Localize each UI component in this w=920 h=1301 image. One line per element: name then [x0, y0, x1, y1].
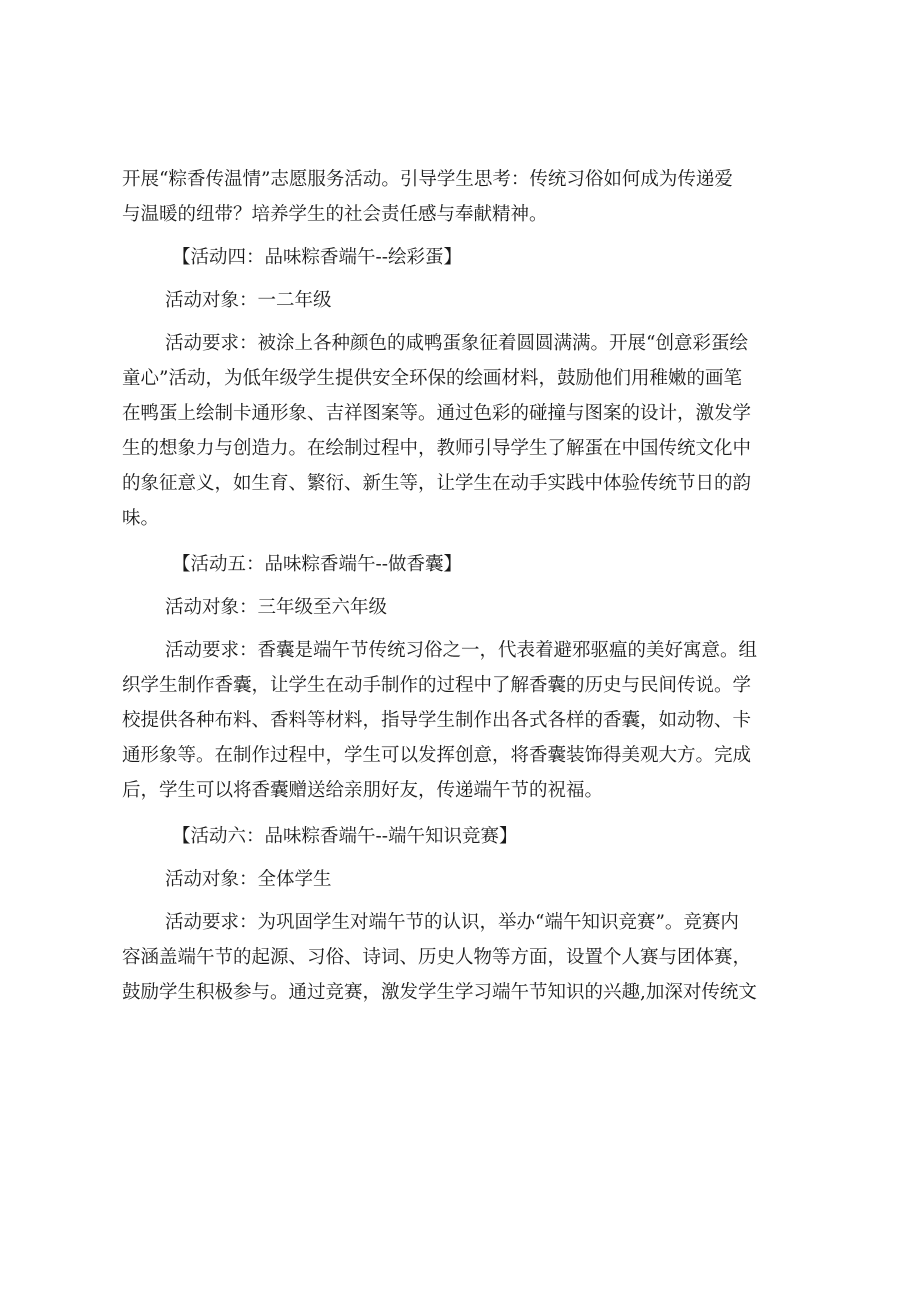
activity-5-target: 活动对象：三年级至六年级 — [165, 597, 388, 618]
activity-5-heading: 【活动五：品味粽香端午--做香囊】 — [172, 554, 463, 575]
activity-4-requirements — [122, 326, 808, 536]
text-line: 童心”活动，为低年级学生提供安全环保的绘画材料，鼓励他们用稚嫩的画笔 — [122, 368, 742, 389]
activity-4-target: 活动对象：一二年级 — [165, 290, 332, 311]
text-line: 后，学生可以将香囊赠送给亲朋好友，传递端午节的祝福。 — [122, 780, 604, 801]
text-line: 生的想象力与创造力。在绘制过程中，教师引导学生了解蛋在中国传统文化中 — [122, 438, 752, 459]
activity-5-requirements — [122, 633, 808, 808]
text-line: 通形象等。在制作过程中，学生可以发挥创意，将香囊装饰得美观大方。完成 — [122, 745, 752, 766]
text-line: 织学生制作香囊，让学生在动手制作的过程中了解香囊的历史与民间传说。学 — [122, 675, 752, 696]
text-line: 容涵盖端午节的起源、习俗、诗词、历史人物等方面，设置个人赛与团体赛， — [122, 947, 752, 968]
activity-6-requirements — [122, 905, 808, 1010]
text-line: 味。 — [122, 508, 160, 529]
activity-4-heading: 【活动四：品味粽香端午--绘彩蛋】 — [172, 247, 463, 268]
text-line: 活动要求：为巩固学生对端午节的认识，举办“端午知识竞赛”。竞赛内 — [165, 912, 739, 933]
text-line: 活动要求：香囊是端午节传统习俗之一，代表着避邪驱瘟的美好寓意。组 — [165, 640, 758, 661]
text-line: 在鸭蛋上绘制卡通形象、吉祥图案等。通过色彩的碰撞与图案的设计，激发学 — [122, 403, 752, 424]
activity-6-heading: 【活动六：品味粽香端午--端午知识竞赛】 — [172, 826, 518, 847]
activity-6-target: 活动对象：全体学生 — [165, 869, 332, 890]
text-line: 开展“粽香传温情”志愿服务活动。引导学生思考：传统习俗如何成为传递爱 — [122, 169, 733, 190]
text-line: 活动要求：被涂上各种颜色的咸鸭蛋象征着圆圆满满。开展“创意彩蛋绘 — [165, 333, 748, 354]
intro-paragraph — [122, 162, 808, 232]
text-line: 与温暖的纽带？培养学生的社会责任感与奉献精神。 — [122, 204, 548, 225]
text-line: 鼓励学生积极参与。通过竞赛，激发学生学习端午节知识的兴趣,加深对传统文 — [122, 982, 757, 1003]
text-line: 的象征意义，如生育、繁衍、新生等，让学生在动手实践中体验传统节日的韵 — [122, 473, 752, 494]
text-line: 校提供各种布料、香料等材料，指导学生制作出各式各样的香囊，如动物、卡 — [122, 710, 752, 731]
document-body — [122, 162, 808, 1010]
